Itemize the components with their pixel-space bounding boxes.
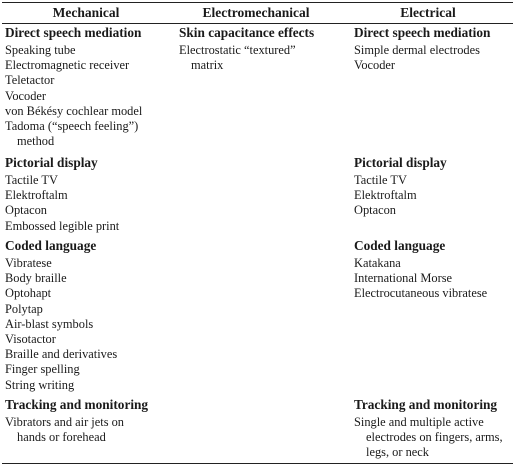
el-section-pictorial bbox=[354, 155, 515, 219]
list-item: String writing bbox=[5, 377, 75, 392]
list-item: Single and multiple active bbox=[354, 415, 484, 429]
list-item: International Morse bbox=[354, 271, 453, 286]
el-section-tracking bbox=[354, 397, 515, 461]
section-title: Direct speech mediation bbox=[5, 25, 142, 40]
list-item: Braille and derivatives bbox=[5, 347, 118, 362]
list-item: Vibrators and air jets on bbox=[5, 415, 124, 429]
mech-section-direct-speech bbox=[5, 25, 173, 149]
list-item: Polytap bbox=[5, 301, 43, 316]
list-item: Vocoder bbox=[354, 58, 396, 73]
list-item: Tadoma (“speech feeling”) bbox=[5, 119, 139, 134]
list-item-continuation: method bbox=[17, 134, 55, 149]
section-title: Pictorial display bbox=[354, 155, 447, 170]
list-item: Simple dermal electrodes bbox=[354, 43, 480, 57]
list-item: Tactile TV bbox=[5, 173, 58, 187]
list-item: Finger spelling bbox=[5, 362, 80, 377]
section-title: Pictorial display bbox=[5, 155, 98, 170]
list-item: Optacon bbox=[354, 203, 396, 218]
list-item: Speaking tube bbox=[5, 43, 76, 57]
section-title: Skin capacitance effects bbox=[179, 25, 315, 40]
header-mechanical: Mechanical bbox=[52, 5, 120, 20]
mech-section-tracking bbox=[5, 397, 173, 445]
list-item: Elektroftalm bbox=[5, 188, 68, 203]
el-section-coded bbox=[354, 238, 515, 302]
section-title: Coded language bbox=[5, 238, 97, 253]
header-rule bbox=[2, 23, 513, 24]
list-item-continuation: matrix bbox=[191, 58, 224, 73]
list-item: Elektroftalm bbox=[354, 188, 417, 203]
section-title: Tracking and monitoring bbox=[354, 397, 498, 412]
list-item: Electrocutaneous vibratese bbox=[354, 286, 488, 301]
el-section-direct-speech bbox=[354, 25, 515, 73]
header-electrical: Electrical bbox=[400, 5, 456, 20]
list-item: Visotactor bbox=[5, 332, 56, 347]
list-item: Embossed legible print bbox=[5, 218, 120, 233]
list-item: Vibratese bbox=[5, 256, 52, 270]
list-item-continuation: electrodes on fingers, arms, bbox=[366, 430, 503, 445]
list-item: Air-blast symbols bbox=[5, 316, 94, 331]
list-item: Vocoder bbox=[5, 88, 47, 103]
section-title: Direct speech mediation bbox=[354, 25, 491, 40]
mech-section-pictorial bbox=[5, 155, 173, 234]
section-title: Tracking and monitoring bbox=[5, 397, 149, 412]
list-item-continuation: hands or forehead bbox=[17, 430, 106, 445]
header-electromechanical: Electromechanical bbox=[202, 5, 310, 20]
list-item: Katakana bbox=[354, 256, 401, 270]
list-item: Electrostatic “textured” bbox=[179, 43, 296, 57]
em-section-skin-capacitance bbox=[179, 25, 347, 73]
list-item-continuation: legs, or neck bbox=[366, 445, 429, 460]
list-item: Tactile TV bbox=[354, 173, 407, 187]
mech-section-coded bbox=[5, 238, 173, 393]
list-item: Teletactor bbox=[5, 73, 55, 88]
list-item: von Békésy cochlear model bbox=[5, 103, 143, 118]
list-item: Body braille bbox=[5, 271, 67, 286]
list-item: Electromagnetic receiver bbox=[5, 58, 130, 73]
list-item: Optohapt bbox=[5, 286, 52, 301]
bottom-rule bbox=[2, 463, 513, 464]
section-title: Coded language bbox=[354, 238, 446, 253]
list-item: Optacon bbox=[5, 203, 47, 218]
top-rule bbox=[2, 2, 513, 3]
